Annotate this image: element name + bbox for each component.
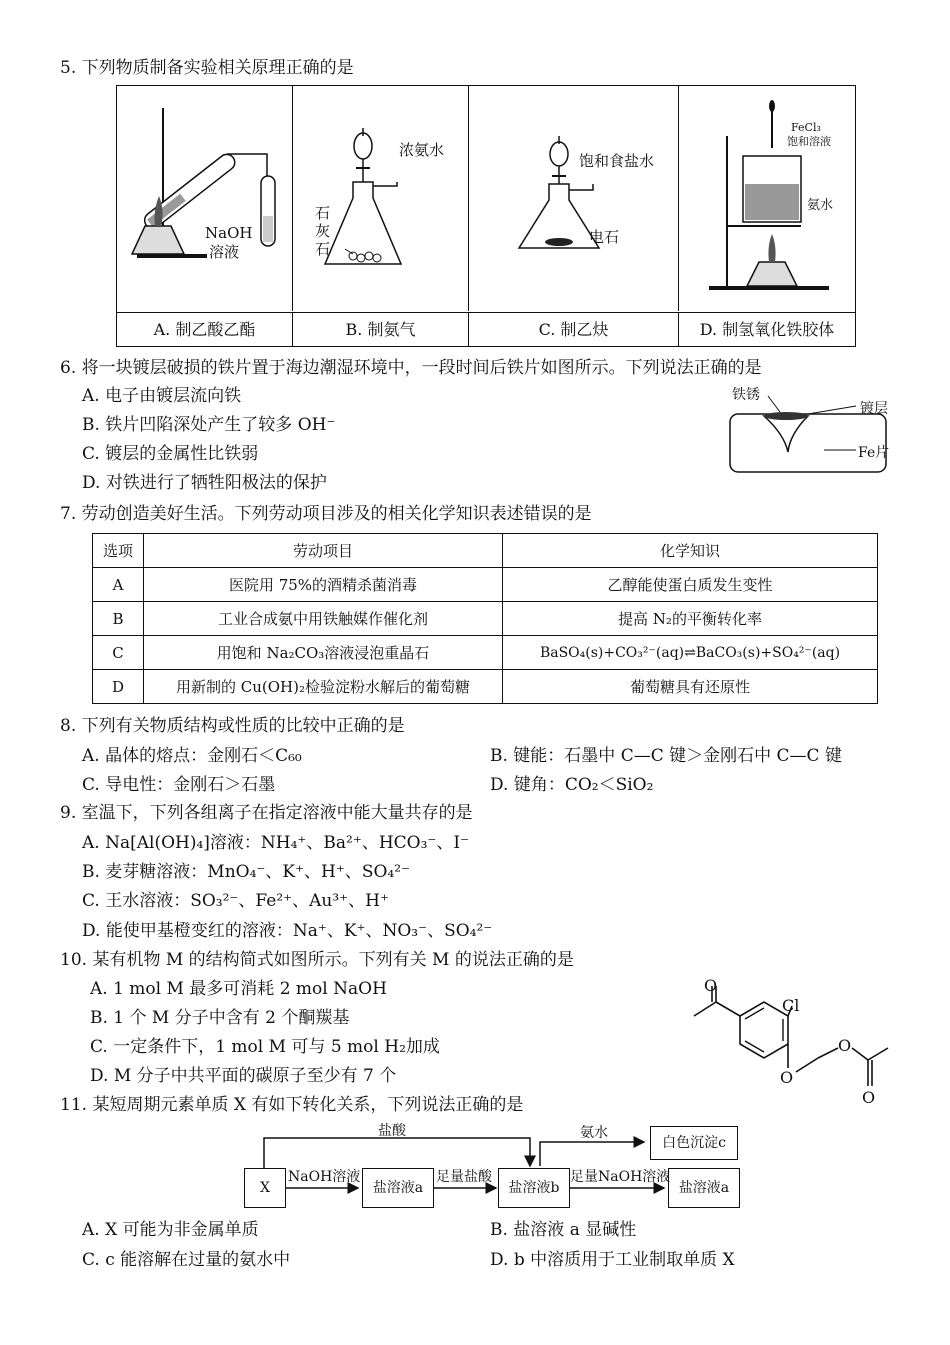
q7-header-option: 选项 xyxy=(93,534,144,568)
q11-option-b: B. 盐溶液 a 显碱性 xyxy=(490,1220,637,1240)
q5-figure-b xyxy=(293,86,469,311)
q5-caption-b: B. 制氨气 xyxy=(293,312,469,346)
flow-node-solution-a2: 盐溶液a xyxy=(668,1168,740,1208)
q5-figure-a xyxy=(117,86,293,311)
q7-cell: C xyxy=(93,636,144,670)
q8-option-d: D. 键角：CO₂＜SiO₂ xyxy=(490,775,654,795)
q9-option-a: A. Na[Al(OH)₄]溶液：NH₄⁺、Ba²⁺、HCO₃⁻、I⁻ xyxy=(82,833,470,853)
brine-label: 饱和食盐水 xyxy=(579,152,655,170)
q7-cell: 提高 N₂的平衡转化率 xyxy=(503,602,878,636)
q10-option-c: C. 一定条件下，1 mol M 可与 5 mol H₂加成 xyxy=(90,1037,440,1057)
q6-option-d: D. 对铁进行了牺牲阳极法的保护 xyxy=(82,473,327,493)
atom-cl: Cl xyxy=(782,996,800,1015)
q7-cell: 工业合成氨中用铁触媒作催化剂 xyxy=(144,602,503,636)
q7-stem: 7. 劳动创造美好生活。下列劳动项目涉及的相关化学知识表述错误的是 xyxy=(60,504,592,524)
fe-plate-label: Fe片 xyxy=(858,445,890,461)
q10-option-b: B. 1 个 M 分子中含有 2 个酮羰基 xyxy=(90,1008,350,1028)
q5-caption-c: C. 制乙炔 xyxy=(469,312,679,346)
lime-label-1: 石 xyxy=(315,204,331,222)
q9-option-d: D. 能使甲基橙变红的溶液：Na⁺、K⁺、NO₃⁻、SO₄²⁻ xyxy=(82,921,493,941)
flow-label-ammonia: 氨水 xyxy=(580,1125,608,1141)
rust-label: 铁锈 xyxy=(732,387,760,403)
q7-cell: BaSO₄(s)+CO₃²⁻(aq)⇌BaCO₃(s)+SO₄²⁻(aq) xyxy=(503,636,878,670)
q7-cell: 用新制的 Cu(OH)₂检验淀粉水解后的葡萄糖 xyxy=(144,670,503,704)
table-row xyxy=(93,670,878,704)
flow-node-solution-b: 盐溶液b xyxy=(498,1168,570,1208)
flow-node-solution-a: 盐溶液a xyxy=(362,1168,434,1208)
q11-stem: 11. 某短周期元素单质 X 有如下转化关系，下列说法正确的是 xyxy=(60,1095,524,1115)
ammonia-apparatus-diagram xyxy=(293,86,469,311)
fecl3-label: FeCl₃ xyxy=(791,121,821,134)
q5-caption-a: A. 制乙酸乙酯 xyxy=(117,312,293,346)
flow-node-precipitate-c: 白色沉淀c xyxy=(650,1126,738,1160)
ester-apparatus-diagram xyxy=(117,86,293,311)
acetylene-apparatus-diagram xyxy=(469,86,679,311)
table-row xyxy=(93,568,878,602)
q7-header-labor: 劳动项目 xyxy=(144,534,503,568)
q7-cell: A xyxy=(93,568,144,602)
flow-label-excess-hcl: 足量盐酸 xyxy=(436,1169,492,1185)
q10-option-d: D. M 分子中共平面的碳原子至少有 7 个 xyxy=(90,1066,397,1086)
flow-label-excess-naoh: 足量NaOH溶液 xyxy=(570,1169,671,1185)
q7-cell: 葡萄糖具有还原性 xyxy=(503,670,878,704)
q9-option-b: B. 麦芽糖溶液：MnO₄⁻、K⁺、H⁺、SO₄²⁻ xyxy=(82,862,411,882)
q11-option-a: A. X 可能为非金属单质 xyxy=(82,1220,259,1240)
naoh-label: NaOH xyxy=(205,224,253,242)
q7-table xyxy=(92,533,878,704)
q7-header-knowledge: 化学知识 xyxy=(503,534,878,568)
q7-cell: D xyxy=(93,670,144,704)
q5-figure-c xyxy=(469,86,679,311)
q11-option-c: C. c 能溶解在过量的氨水中 xyxy=(82,1250,291,1270)
conc-ammonia-label: 浓氨水 xyxy=(399,141,445,159)
aqueous-ammonia-label: 氨水 xyxy=(807,198,834,213)
q8-stem: 8. 下列有关物质结构或性质的比较中正确的是 xyxy=(60,716,405,736)
q5-stem: 5. 下列物质制备实验相关原理正确的是 xyxy=(60,58,354,78)
q7-cell: B xyxy=(93,602,144,636)
lime-label-3: 石 xyxy=(315,240,331,258)
q5-apparatus-table xyxy=(116,85,856,347)
atom-o-carbonyl: O xyxy=(862,1088,876,1107)
q6-option-b: B. 铁片凹陷深处产生了较多 OH⁻ xyxy=(82,415,336,435)
flow-label-hcl: 盐酸 xyxy=(378,1123,406,1139)
coating-label: 镀层 xyxy=(860,401,888,417)
q5-caption-d: D. 制氢氧化铁胶体 xyxy=(679,312,855,346)
table-row xyxy=(93,636,878,670)
q7-cell: 乙醇能使蛋白质发生变性 xyxy=(503,568,878,602)
q7-cell: 用饱和 Na₂CO₃溶液浸泡重晶石 xyxy=(144,636,503,670)
atom-o-ketone: O xyxy=(704,976,718,995)
atom-o-ester: O xyxy=(838,1036,852,1055)
atom-o-ether: O xyxy=(780,1068,794,1087)
q8-option-b: B. 键能：石墨中 C—C 键＞金刚石中 C—C 键 xyxy=(490,746,842,766)
carbide-label: 电石 xyxy=(589,228,620,246)
table-row xyxy=(93,602,878,636)
q8-option-c: C. 导电性：金刚石＞石墨 xyxy=(82,775,276,795)
q9-stem: 9. 室温下，下列各组离子在指定溶液中能大量共存的是 xyxy=(60,803,473,823)
q9-option-c: C. 王水溶液：SO₃²⁻、Fe²⁺、Au³⁺、H⁺ xyxy=(82,891,389,911)
q5-figure-d xyxy=(679,86,855,311)
q6-option-c: C. 镀层的金属性比铁弱 xyxy=(82,444,259,464)
q10-stem: 10. 某有机物 M 的结构简式如图所示。下列有关 M 的说法正确的是 xyxy=(60,950,574,970)
flow-node-x: X xyxy=(244,1168,286,1208)
lime-label-2: 灰 xyxy=(315,222,331,240)
q11-option-d: D. b 中溶质用于工业制取单质 X xyxy=(490,1250,735,1270)
q6-option-a: A. 电子由镀层流向铁 xyxy=(82,386,242,406)
q6-stem: 6. 将一块镀层破损的铁片置于海边潮湿环境中，一段时间后铁片如图所示。下列说法正确的是 xyxy=(60,358,762,378)
q10-option-a: A. 1 mol M 最多可消耗 2 mol NaOH xyxy=(90,979,387,999)
saturated-solution-label: 饱和溶液 xyxy=(787,135,831,148)
q8-option-a: A. 晶体的熔点：金刚石＜C₆₀ xyxy=(82,746,302,766)
q7-header-row xyxy=(93,534,878,568)
solution-label: 溶液 xyxy=(209,243,240,261)
q7-cell: 医院用 75%的酒精杀菌消毒 xyxy=(144,568,503,602)
flow-label-naoh: NaOH溶液 xyxy=(288,1169,361,1185)
